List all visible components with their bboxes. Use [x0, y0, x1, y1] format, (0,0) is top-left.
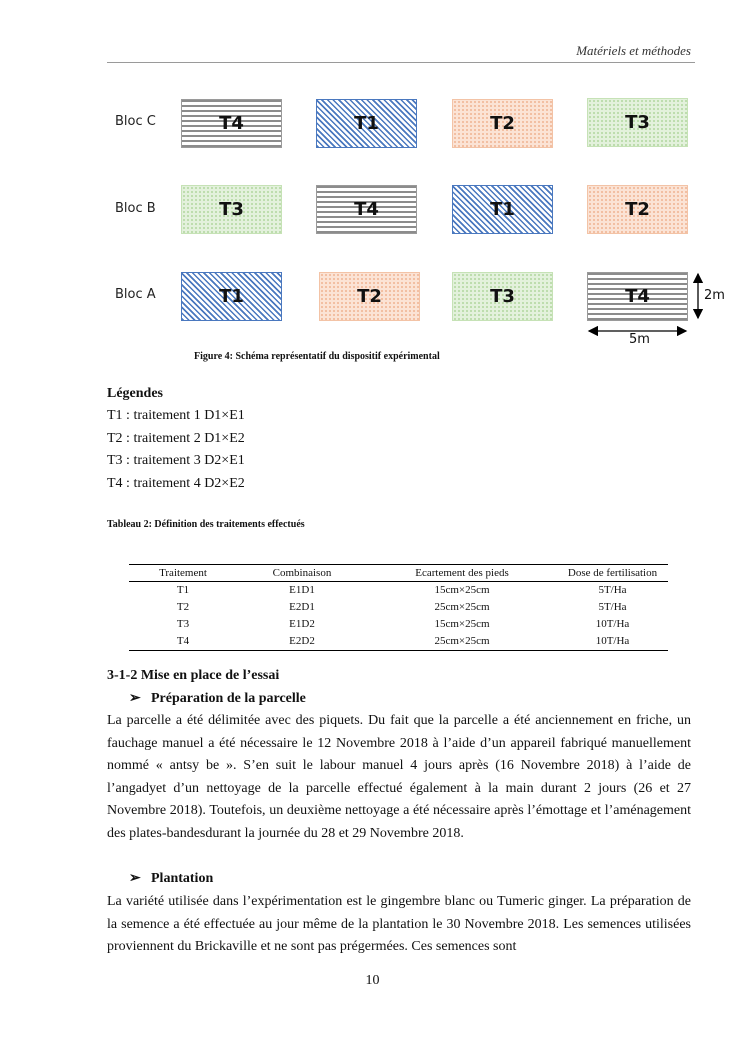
- table-row: [129, 582, 668, 599]
- table-cell: E1D1: [289, 584, 315, 596]
- paragraph-plantation: La variété utilisée dans l’expérimentation est le gingembre blanc ou Tumeric ginger. La préparation de la semence a été effectuée au jour même de la plantation le 30 Novembre 2018. Les semences utilisées proviennent du Brickaville et ne sont pas prégermées. Ces semences sont: [107, 894, 691, 955]
- table-cell: T4: [176, 635, 190, 647]
- paragraph-preparation: La parcelle a été délimitée avec des piquets. Du fait que la parcelle a été anciennement en friche, un fauchage manuel a été nécessaire le 12 Novembre 2018 à l’aide d’un appareil fabriqué manuellement nommé « antsy be ». S’en suit le labour manuel 4 jours après (16 Novembre 2018) à l’aide de l’angadyet d’un nettoyage de la parcelle effectué également à la main durant 2 jours (26 et 27 Novembre 2018). Toutefois, un deuxième nettoyage a été nécessaire après l’émottage et l’aménagement des plates-bandesdurant la journée du 28 et 29 Novembre 2018.: [107, 713, 691, 841]
- dimension-arrows: [0, 0, 745, 360]
- table-cell: 15cm×25cm: [434, 584, 490, 596]
- plot-b3: T1: [452, 185, 553, 234]
- plot-c4: T3: [587, 98, 688, 147]
- table-cell: 25cm×25cm: [434, 601, 490, 613]
- height-dimension-label: 2m: [704, 288, 725, 303]
- table-cell: 5T/Ha: [598, 584, 627, 596]
- table-cell: 5T/Ha: [598, 601, 627, 613]
- arrow-bullet-icon: ➢: [129, 871, 141, 886]
- table-cell: 15cm×25cm: [434, 618, 490, 630]
- plot-c3: T2: [452, 99, 553, 148]
- column-header: Ecartement des pieds: [415, 567, 509, 579]
- figure-caption: Figure 4: Schéma représentatif du dispositif expérimental: [194, 351, 440, 362]
- plot-a3: T3: [452, 272, 553, 321]
- plot-b2: T4: [316, 185, 417, 234]
- arrow-bullet-icon: ➢: [129, 691, 141, 706]
- table-cell: E2D2: [289, 635, 315, 647]
- plot-a2: T2: [319, 272, 420, 321]
- table-cell: 10T/Ha: [595, 635, 630, 647]
- table-header-row: [129, 565, 668, 582]
- column-header: Dose de fertilisation: [567, 567, 658, 579]
- section-heading: 3-1-2 Mise en place de l’essai: [107, 668, 280, 683]
- legend-item: T2 : traitement 2 D1×E2: [107, 431, 245, 446]
- table-cell: T1: [176, 584, 190, 596]
- bullet-heading-preparation: ➢ Préparation de la parcelle: [129, 691, 306, 706]
- running-header: Matériels et méthodes: [576, 43, 691, 58]
- table-cell: 10T/Ha: [595, 618, 630, 630]
- legend-item: T4 : traitement 4 D2×E2: [107, 476, 245, 491]
- table-cell: T2: [176, 601, 190, 613]
- bloc-label-b: Bloc B: [115, 201, 156, 216]
- bullet-heading-plantation: ➢ Plantation: [129, 871, 214, 886]
- table-cell: T3: [176, 618, 190, 630]
- column-header: Traitement: [159, 567, 207, 579]
- plot-c2: T1: [316, 99, 417, 148]
- bloc-label-c: Bloc C: [115, 114, 156, 129]
- table-row: [129, 616, 668, 633]
- table-cell: E2D1: [289, 601, 315, 613]
- table-cell: 25cm×25cm: [434, 635, 490, 647]
- table-row: [129, 633, 668, 650]
- plot-a1: T1: [181, 272, 282, 321]
- plot-b4: T2: [587, 185, 688, 234]
- legend-item: T3 : traitement 3 D2×E1: [107, 453, 245, 468]
- page-number: 10: [365, 973, 380, 988]
- treatments-table: [129, 564, 668, 651]
- plot-c1: T4: [181, 99, 282, 148]
- width-dimension-label: 5m: [629, 332, 650, 347]
- table-row: [129, 599, 668, 616]
- plot-b1: T3: [181, 185, 282, 234]
- table-cell: E1D2: [289, 618, 315, 630]
- table-caption: Tableau 2: Définition des traitements effectués: [107, 519, 305, 530]
- column-header: Combinaison: [272, 567, 332, 579]
- legend-title: Légendes: [107, 386, 163, 401]
- legend-item: T1 : traitement 1 D1×E1: [107, 408, 245, 423]
- plot-a4: T4: [587, 272, 688, 321]
- bloc-label-a: Bloc A: [115, 287, 156, 302]
